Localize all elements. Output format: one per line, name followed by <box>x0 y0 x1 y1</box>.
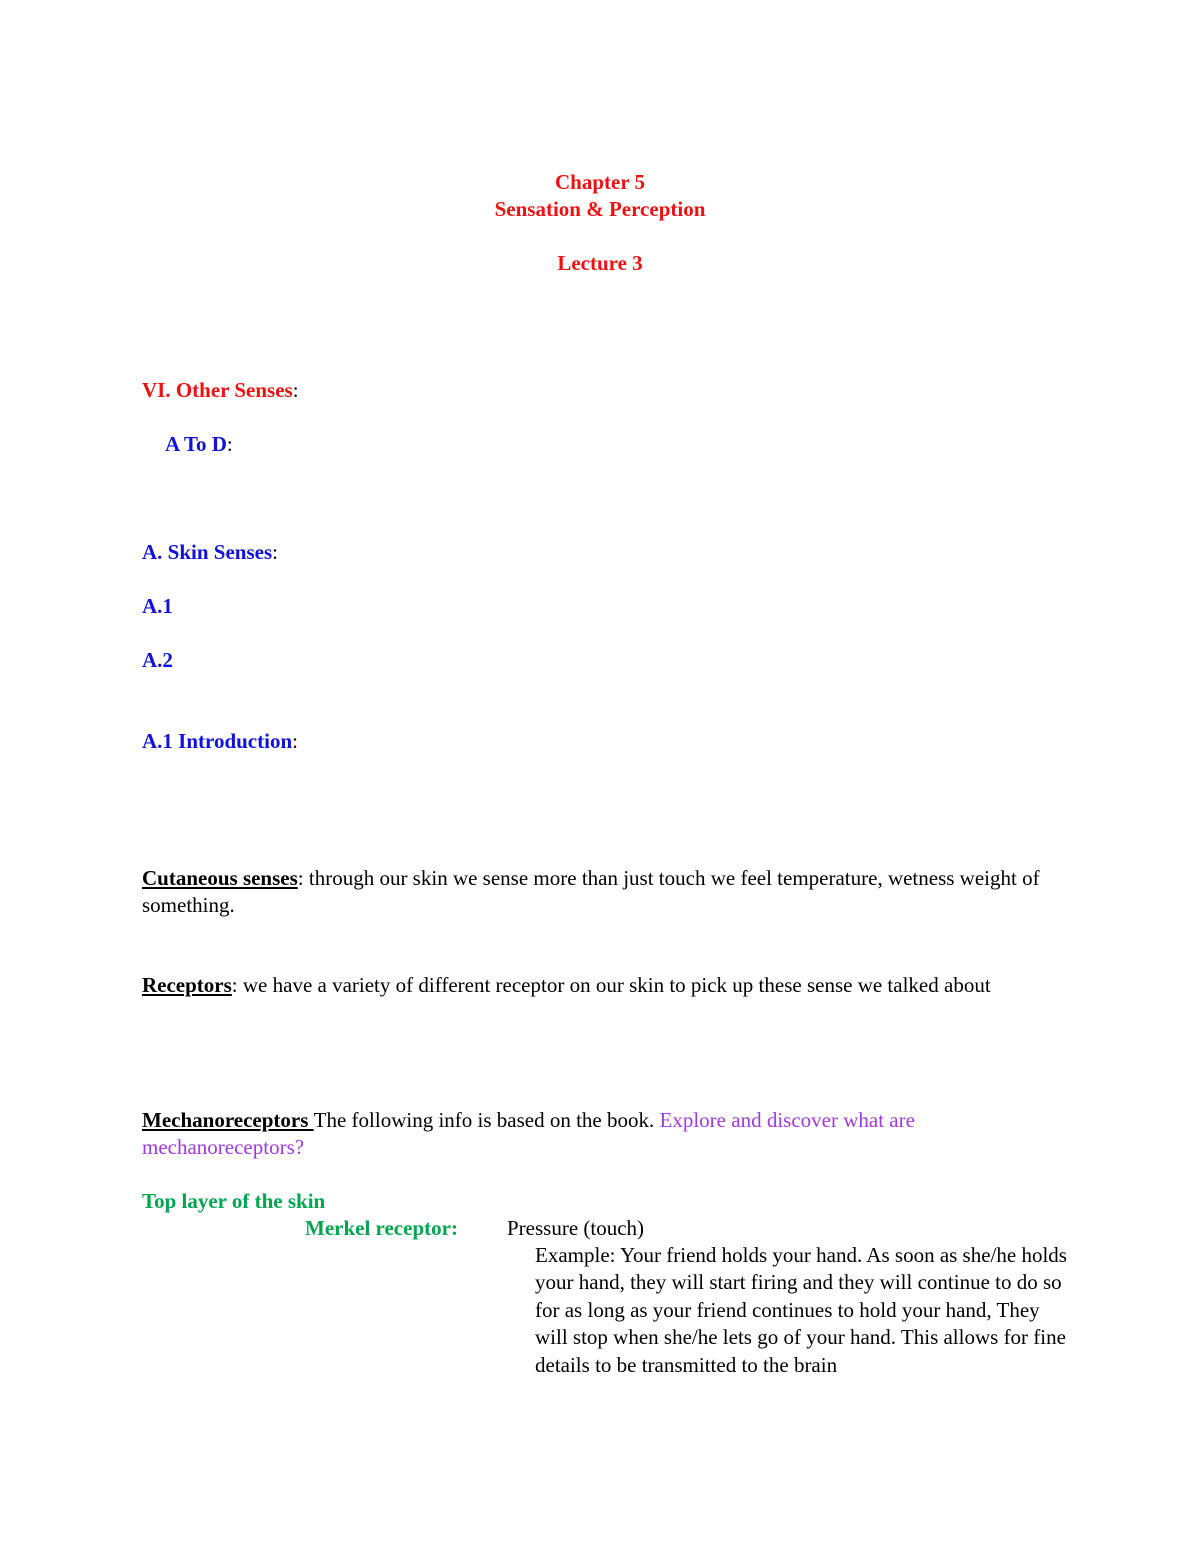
a-to-d-label: A To D <box>165 432 227 456</box>
mechanoreceptors-prompt: Explore and discover what are mechanoreceptors? <box>142 1108 915 1159</box>
receptors-text: : we have a variety of different receptor on our skin to pick up these sense we talked about <box>231 973 991 997</box>
section-vi-heading <box>142 377 299 404</box>
lecture-title: Lecture 3 <box>557 251 643 275</box>
cutaneous-senses-paragraph <box>142 865 1062 919</box>
top-layer-heading: Top layer of the skin <box>142 1189 326 1213</box>
mechanoreceptors-text: The following info is based on the book. <box>313 1108 660 1132</box>
a1-introduction-colon: : <box>292 729 298 753</box>
cutaneous-senses-term: Cutaneous senses <box>142 866 298 890</box>
merkel-receptor-function: Pressure (touch) <box>507 1216 645 1240</box>
merkel-receptor-example: Example: Your friend holds your hand. As soon as she/he holds your hand, they will start firing and they will continue to do so for as long as your friend continues to hold your hand, They will stop when she/he lets go of your hand. This allows for fine details to be transmitted to the brain <box>535 1243 1067 1377</box>
receptors-term: Receptors <box>142 973 232 997</box>
mechanoreceptors-paragraph <box>142 1107 1062 1161</box>
skin-senses-colon: : <box>272 540 278 564</box>
receptors-paragraph <box>142 972 1062 999</box>
cutaneous-senses-text: : through our skin we sense more than just touch we feel temperature, wetness weight of something. <box>142 866 1040 917</box>
merkel-receptor-label: Merkel receptor: <box>305 1216 458 1240</box>
skin-senses-heading <box>142 539 278 566</box>
a1-introduction-heading <box>142 728 298 755</box>
a-to-d-heading <box>165 431 233 458</box>
outline-item-a1: A.1 <box>142 594 173 618</box>
a1-introduction-label: A.1 Introduction <box>142 729 293 753</box>
mechanoreceptors-term: Mechanoreceptors <box>142 1108 314 1132</box>
a-to-d-colon: : <box>226 432 233 456</box>
skin-senses-label: A. Skin Senses <box>142 540 273 564</box>
chapter-title: Chapter 5 <box>554 170 646 194</box>
outline-item-a2: A.2 <box>142 648 173 672</box>
section-vi-colon: : <box>292 378 299 402</box>
chapter-subtitle: Sensation & Perception <box>494 197 706 221</box>
section-vi-label: VI. Other Senses <box>142 378 293 402</box>
